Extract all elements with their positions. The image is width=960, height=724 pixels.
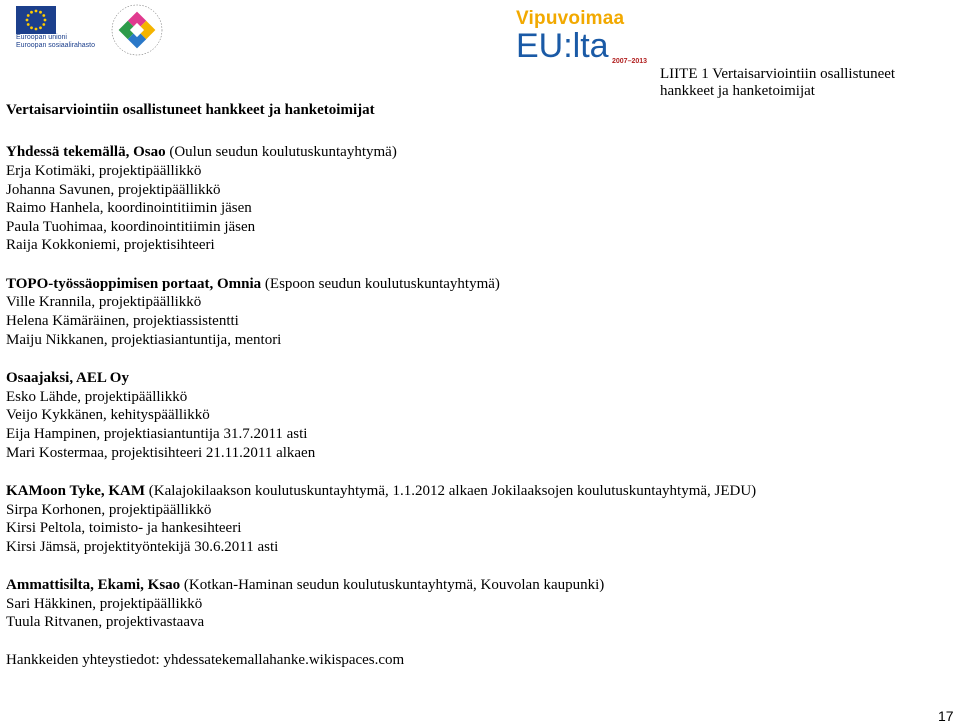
person-line: Raimo Hanhela, koordinointitiimin jäsen bbox=[6, 200, 252, 216]
group-name: Ammattisilta, Ekami, Ksao bbox=[6, 577, 181, 593]
group-heading bbox=[6, 144, 397, 161]
vipu-years-text: 2007–2013 bbox=[612, 58, 648, 65]
eu-caption bbox=[16, 34, 96, 50]
opetushallitus-logo bbox=[107, 2, 167, 58]
group-heading bbox=[6, 483, 756, 500]
person-line: Kirsi Peltola, toimisto- ja hankesihteeri bbox=[6, 520, 242, 536]
vipuvoimaa-logo bbox=[516, 8, 656, 70]
person-line: Kirsi Jämsä, projektityöntekijä 30.6.2011 asti bbox=[6, 539, 279, 555]
group-org: (Espoon seudun koulutuskuntayhtymä) bbox=[261, 276, 500, 292]
eu-flag-icon bbox=[16, 6, 86, 34]
group-heading bbox=[6, 276, 500, 293]
group-heading bbox=[6, 370, 129, 387]
person-line: Erja Kotimäki, projektipäällikkö bbox=[6, 163, 202, 179]
person-line: Veijo Kykkänen, kehityspäällikkö bbox=[6, 407, 210, 423]
person-line: Esko Lähde, projektipäällikkö bbox=[6, 389, 188, 405]
person-line: Mari Kostermaa, projektisihteeri 21.11.2011 alkaen bbox=[6, 445, 316, 461]
group-heading bbox=[6, 577, 604, 594]
group-org: (Kalajokilaakson koulutuskuntayhtymä, 1.1.2012 alkaen Jokilaaksojen koulutuskuntayhtymä, JEDU) bbox=[145, 483, 757, 499]
person-line: Tuula Ritvanen, projektivastaava bbox=[6, 614, 205, 630]
person-line: Johanna Savunen, projektipäällikkö bbox=[6, 182, 221, 198]
person-line: Raija Kokkoniemi, projektisihteeri bbox=[6, 237, 215, 253]
vipu-top-text: Vipuvoimaa bbox=[516, 8, 625, 29]
person-line: Eija Hampinen, projektiasiantuntija 31.7.2011 asti bbox=[6, 426, 308, 442]
group-org: (Oulun seudun koulutuskuntayhtymä) bbox=[165, 144, 397, 160]
eu-logo bbox=[16, 6, 95, 49]
group-name: KAMoon Tyke, KAM bbox=[6, 483, 146, 499]
page-number: 17 bbox=[938, 708, 954, 724]
person-line: Maiju Nikkanen, projektiasiantuntija, mentori bbox=[6, 332, 282, 348]
eu-caption-line2: Euroopan sosiaalirahasto bbox=[16, 42, 95, 49]
document-title: Vertaisarviointiin osallistuneet hankkeet ja hanketoimijat bbox=[6, 102, 375, 118]
person-line: Helena Kämäräinen, projektiassistentti bbox=[6, 313, 239, 329]
appendix-label: LIITE 1 Vertaisarviointiin osallistuneet hankkeet ja hanketoimijat bbox=[660, 66, 896, 99]
person-line: Sari Häkkinen, projektipäällikkö bbox=[6, 596, 203, 612]
eu-caption-line1: Euroopan unioni bbox=[16, 34, 67, 41]
group-org: (Kotkan-Haminan seudun koulutuskuntayhtymä, Kouvolan kaupunki) bbox=[180, 577, 605, 593]
person-line: Paula Tuohimaa, koordinointitiimin jäsen bbox=[6, 219, 256, 235]
contact-line: Hankkeiden yhteystiedot: yhdessatekemallahanke.wikispaces.com bbox=[6, 652, 405, 668]
vipu-mid-text: EU:lta bbox=[516, 27, 609, 65]
group-name: TOPO-työssäoppimisen portaat, Omnia bbox=[6, 276, 262, 292]
group-name: Yhdessä tekemällä, Osao bbox=[6, 144, 166, 160]
group-name: Osaajaksi, AEL Oy bbox=[6, 370, 129, 386]
person-line: Sirpa Korhonen, projektipäällikkö bbox=[6, 502, 212, 518]
person-line: Ville Krannila, projektipäällikkö bbox=[6, 294, 202, 310]
